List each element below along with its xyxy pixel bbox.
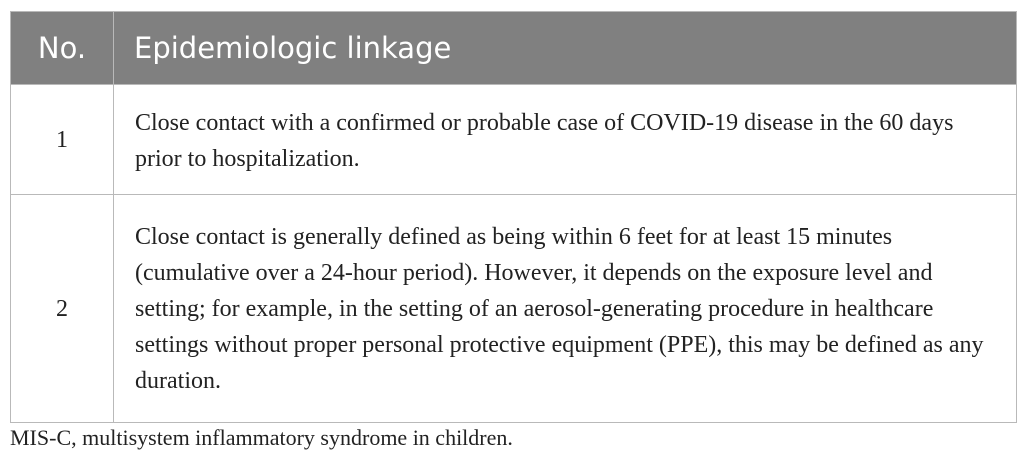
table-row: [11, 85, 1017, 195]
table-header: [11, 12, 1017, 85]
row-description: Close contact with a confirmed or probable case of COVID-19 disease in the 60 days prior to hospitalization.: [114, 85, 1017, 195]
epidemiologic-linkage-table: [10, 11, 1017, 423]
column-header-no: No.: [11, 12, 114, 85]
table-footnote: MIS-C, multisystem inflammatory syndrome in children.: [10, 425, 513, 450]
header-row: [11, 12, 1017, 85]
table-body: [11, 85, 1017, 423]
column-header-epidemiologic-linkage: Epidemiologic linkage: [114, 12, 1017, 85]
epidemiologic-linkage-table-container: [10, 11, 1016, 423]
row-number: 1: [11, 85, 114, 195]
row-description: Close contact is generally defined as being within 6 feet for at least 15 minutes (cumulative over a 24-hour period). However, it depends on the exposure level and setting; for example, in the setting of an aerosol-generating procedure in healthcare settings without proper personal protective equipment (PPE), this may be defined as any duration.: [114, 195, 1017, 423]
row-number: 2: [11, 195, 114, 423]
table-row: [11, 195, 1017, 423]
